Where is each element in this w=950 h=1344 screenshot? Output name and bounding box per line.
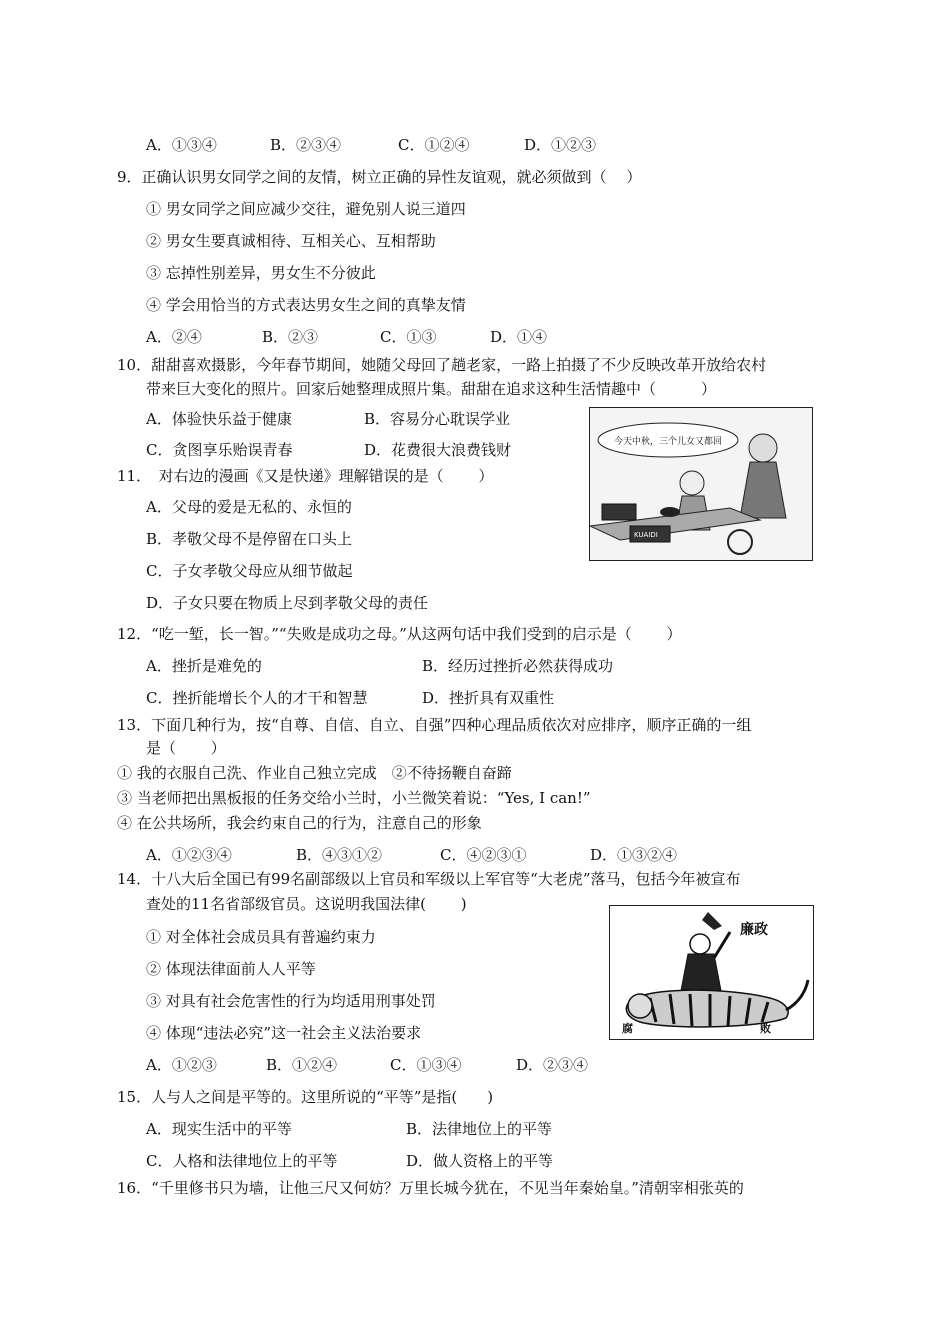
q9-item-1: ① 男女同学之间应减少交往，避免别人说三道四 — [146, 200, 466, 218]
express-delivery-cartoon-drawing — [590, 408, 812, 560]
q9-option-a: A．②④ — [146, 328, 202, 346]
q13-item-1: ① 我的衣服自己洗、作业自己独立完成 ②不待扬鞭自奋蹄 — [117, 764, 512, 782]
q10-option-b: B．容易分心耽误学业 — [364, 410, 511, 428]
q13-option-b: B．④③①② — [296, 846, 383, 864]
anti-corruption-cartoon-drawing — [610, 906, 813, 1039]
q11-option-b: B．孝敬父母不是停留在口头上 — [146, 530, 353, 548]
cartoon-label-main: 廉政 — [740, 922, 768, 938]
q8-option-d: D．①②③ — [524, 136, 597, 154]
q15-option-c: C．人格和法律地位上的平等 — [146, 1152, 338, 1170]
q13-option-c: C．④②③① — [440, 846, 527, 864]
q13-item-3: ③ 当老师把出黑板报的任务交给小兰时，小兰微笑着说：“Yes, I can!” — [117, 789, 591, 807]
q12-option-a: A．挫折是难免的 — [146, 657, 262, 675]
q10-stem-line1: 10．甜甜喜欢摄影，今年春节期间，她随父母回了趟老家，一路上拍摄了不少反映改革开放给农村 — [117, 356, 767, 374]
q14-option-b: B．①②④ — [266, 1056, 338, 1074]
q12-option-c: C．挫折能增长个人的才干和智慧 — [146, 689, 368, 707]
q12-option-b: B．经历过挫折必然获得成功 — [422, 657, 614, 675]
q10-stem-line2: 带来巨大变化的照片。回家后她整理成照片集。甜甜在追求这种生活情趣中（ ） — [146, 380, 717, 398]
q15-option-d: D．做人资格上的平等 — [406, 1152, 554, 1170]
q11-stem: 11． 对右边的漫画《又是快递》理解错误的是（ ） — [117, 467, 494, 485]
q13-stem-line1: 13．下面几种行为，按“自尊、自信、自立、自强”四种心理品质依次对应排序，顺序正确的一组 — [117, 716, 752, 734]
q13-option-a: A．①②③④ — [146, 846, 232, 864]
q9-item-4: ④ 学会用恰当的方式表达男女生之间的真挚友情 — [146, 296, 466, 314]
q14-item-1: ① 对全体社会成员具有普遍约束力 — [146, 928, 376, 946]
cartoon-label-right: 败 — [760, 1022, 771, 1035]
anti-corruption-cartoon — [609, 905, 814, 1040]
q14-option-a: A．①②③ — [146, 1056, 217, 1074]
q15-stem: 15．人与人之间是平等的。这里所说的“平等”是指( ) — [117, 1088, 494, 1106]
q10-option-c: C．贪图享乐贻误青春 — [146, 441, 293, 459]
q10-option-d: D．花费很大浪费钱财 — [364, 441, 512, 459]
q14-stem-line1: 14．十八大后全国已有99名副部级以上官员和军级以上军官等“大老虎”落马，包括今年被宣布 — [117, 870, 741, 888]
q14-stem-line2: 查处的11名省部级官员。这说明我国法律( ) — [146, 895, 467, 913]
q14-option-c: C．①③④ — [390, 1056, 462, 1074]
q11-option-d: D．子女只要在物质上尽到孝敬父母的责任 — [146, 594, 429, 612]
q9-option-b: B．②③ — [262, 328, 319, 346]
q8-option-b: B．②③④ — [270, 136, 342, 154]
q14-item-3: ③ 对具有社会危害性的行为均适用刑事处罚 — [146, 992, 436, 1010]
q9-item-2: ② 男女生要真诚相待、互相关心、互相帮助 — [146, 232, 436, 250]
q14-option-d: D．②③④ — [516, 1056, 589, 1074]
q9-stem: 9．正确认识男女同学之间的友情，树立正确的异性友谊观，就必须做到（ ） — [117, 168, 642, 186]
q13-stem-line2: 是（ ） — [146, 739, 226, 757]
q15-option-b: B．法律地位上的平等 — [406, 1120, 553, 1138]
q12-option-d: D．挫折具有双重性 — [422, 689, 555, 707]
q10-option-a: A．体验快乐益于健康 — [146, 410, 292, 428]
q8-option-a: A．①③④ — [146, 136, 217, 154]
q15-option-a: A．现实生活中的平等 — [146, 1120, 292, 1138]
cartoon-label-left: 腐 — [622, 1022, 633, 1035]
q11-option-a: A．父母的爱是无私的、永恒的 — [146, 498, 352, 516]
express-delivery-cartoon — [589, 407, 813, 561]
q16-stem: 16．“千里修书只为墙，让他三尺又何妨？万里长城今犹在，不见当年秦始皇。”清朝宰相张英的 — [117, 1179, 744, 1197]
q11-option-c: C．子女孝敬父母应从细节做起 — [146, 562, 353, 580]
q13-option-d: D．①③②④ — [590, 846, 678, 864]
q14-item-2: ② 体现法律面前人人平等 — [146, 960, 316, 978]
q9-option-d: D．①④ — [490, 328, 548, 346]
q9-item-3: ③ 忘掉性别差异，男女生不分彼此 — [146, 264, 376, 282]
q13-item-4: ④ 在公共场所，我会约束自己的行为，注意自己的形象 — [117, 814, 482, 832]
q12-stem: 12．“吃一堑，长一智。”“失败是成功之母。”从这两句话中我们受到的启示是（ ） — [117, 625, 682, 643]
cartoon-box-label: KUAIDI — [634, 531, 658, 539]
q14-item-4: ④ 体现“违法必究”这一社会主义法治要求 — [146, 1024, 422, 1042]
q9-option-c: C．①③ — [380, 328, 437, 346]
q8-option-c: C．①②④ — [398, 136, 470, 154]
cartoon-bubble-text: 今天中秋，三个儿女又都回 — [614, 437, 723, 447]
